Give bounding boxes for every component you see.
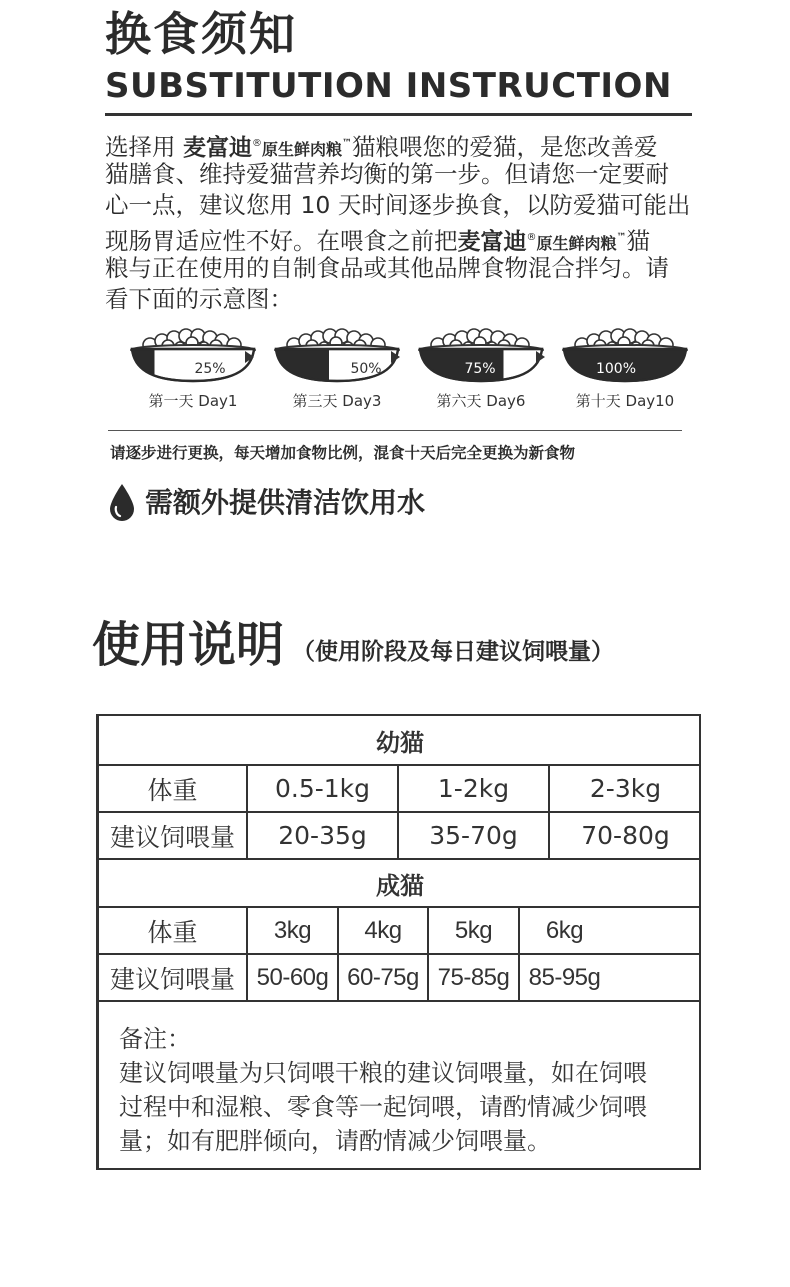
feeding-remark [119,1022,689,1158]
adult-header: 成猫 [376,871,424,900]
remark-line: 量；如有肥胖倾向，请酌情减少饲喂量。 [119,1127,551,1155]
food-bowl-icon [560,325,690,387]
intro-paragraph [105,128,700,315]
transition-diagram [100,325,700,420]
stage-percent: 25% [194,361,226,377]
adult-feed-label: 建议饲喂量 [109,964,235,994]
remark-line: 过程中和湿粮、零食等一起饲喂，请酌情减少饲喂 [119,1093,647,1121]
arrow-right-icon [245,351,254,363]
table-cell: 5kg [454,916,493,944]
intro-line-5: 粮与正在使用的自制食品或其他品牌食物混合拌匀。请 [105,253,669,282]
table-cell: 0.5-1kg [274,774,371,803]
arrow-right-icon [391,351,400,363]
adult-weight-label: 体重 [147,917,198,947]
kitten-header: 幼猫 [376,728,424,757]
table-cell: 60-75g [347,963,419,991]
table-cell: 1-2kg [437,774,510,803]
stage-percent: 75% [464,361,496,377]
section-title-cn: 换食须知 [105,7,297,61]
stage-day-label: 第十天 Day10 [575,392,675,410]
table-cell: 70-80g [581,821,670,850]
kitten-weight-label: 体重 [147,775,198,805]
intro-line-6: 看下面的示意图： [105,284,293,313]
intro-line-2: 猫膳食、维持爱猫营养均衡的第一步。但请您一定要耐 [105,160,669,189]
table-cell: 35-70g [429,821,518,850]
remark-line: 建议饲喂量为只饲喂干粮的建议饲喂量，如在饲喂 [119,1059,647,1087]
stage-percent: 100% [595,361,637,377]
brand-name: 麦富迪 [182,134,252,161]
usage-subtitle: （使用阶段及每日建议饲喂量） [292,639,614,665]
stage-day1 [128,325,258,420]
section-title-en: SUBSTITUTION INSTRUCTION [105,66,672,106]
table-cell: 4kg [364,916,402,944]
food-bowl-icon [272,325,402,387]
stage-day-label: 第三天 Day3 [292,392,382,410]
intro-line-4: 现肠胃适应性不好。在喂食之前把麦富迪®原生鲜肉粮™猫 [105,226,651,255]
brand-subline: 原生鲜肉粮 [261,139,342,159]
stage-day6 [416,325,546,420]
remark-label: 备注： [119,1025,191,1053]
transition-note: 请逐步进行更换，每天增加食物比例，混食十天后完全更换为新食物 [110,444,576,462]
food-bowl-icon [416,325,546,387]
table-cell: 75-85g [437,963,510,991]
intro-line-1: 选择用 麦富迪®原生鲜肉粮™猫粮喂您的爱猫，是您改善爱 [105,132,658,161]
stage-day10 [560,325,690,420]
stage-day3 [272,325,402,420]
water-notice-text: 需额外提供清洁饮用水 [145,486,426,519]
brand-subline: 原生鲜肉粮 [536,233,617,253]
title-divider [105,113,692,116]
table-cell: 85-95g [528,963,601,991]
diagram-divider [108,430,682,431]
kitten-feed-label: 建议饲喂量 [109,822,235,852]
arrow-right-icon [536,351,545,363]
stage-day-label: 第六天 Day6 [436,392,526,410]
table-cell: 50-60g [256,963,329,991]
food-bowl-icon [128,325,258,387]
water-drop-icon [107,483,137,523]
stage-day-label: 第一天 Day1 [148,392,238,410]
intro-line-3: 心一点，建议您用 10 天时间逐步换食，以防爱猫可能出 [105,191,691,220]
brand-name: 麦富迪 [457,228,527,255]
feeding-table [96,714,701,1170]
table-cell: 3kg [273,916,312,944]
table-rule [99,1000,699,1002]
table-cell: 2-3kg [589,774,662,803]
table-cell: 20-35g [278,821,367,850]
usage-title: 使用说明 [92,617,285,673]
stage-percent: 50% [350,361,382,377]
table-cell: 6kg [545,916,584,944]
